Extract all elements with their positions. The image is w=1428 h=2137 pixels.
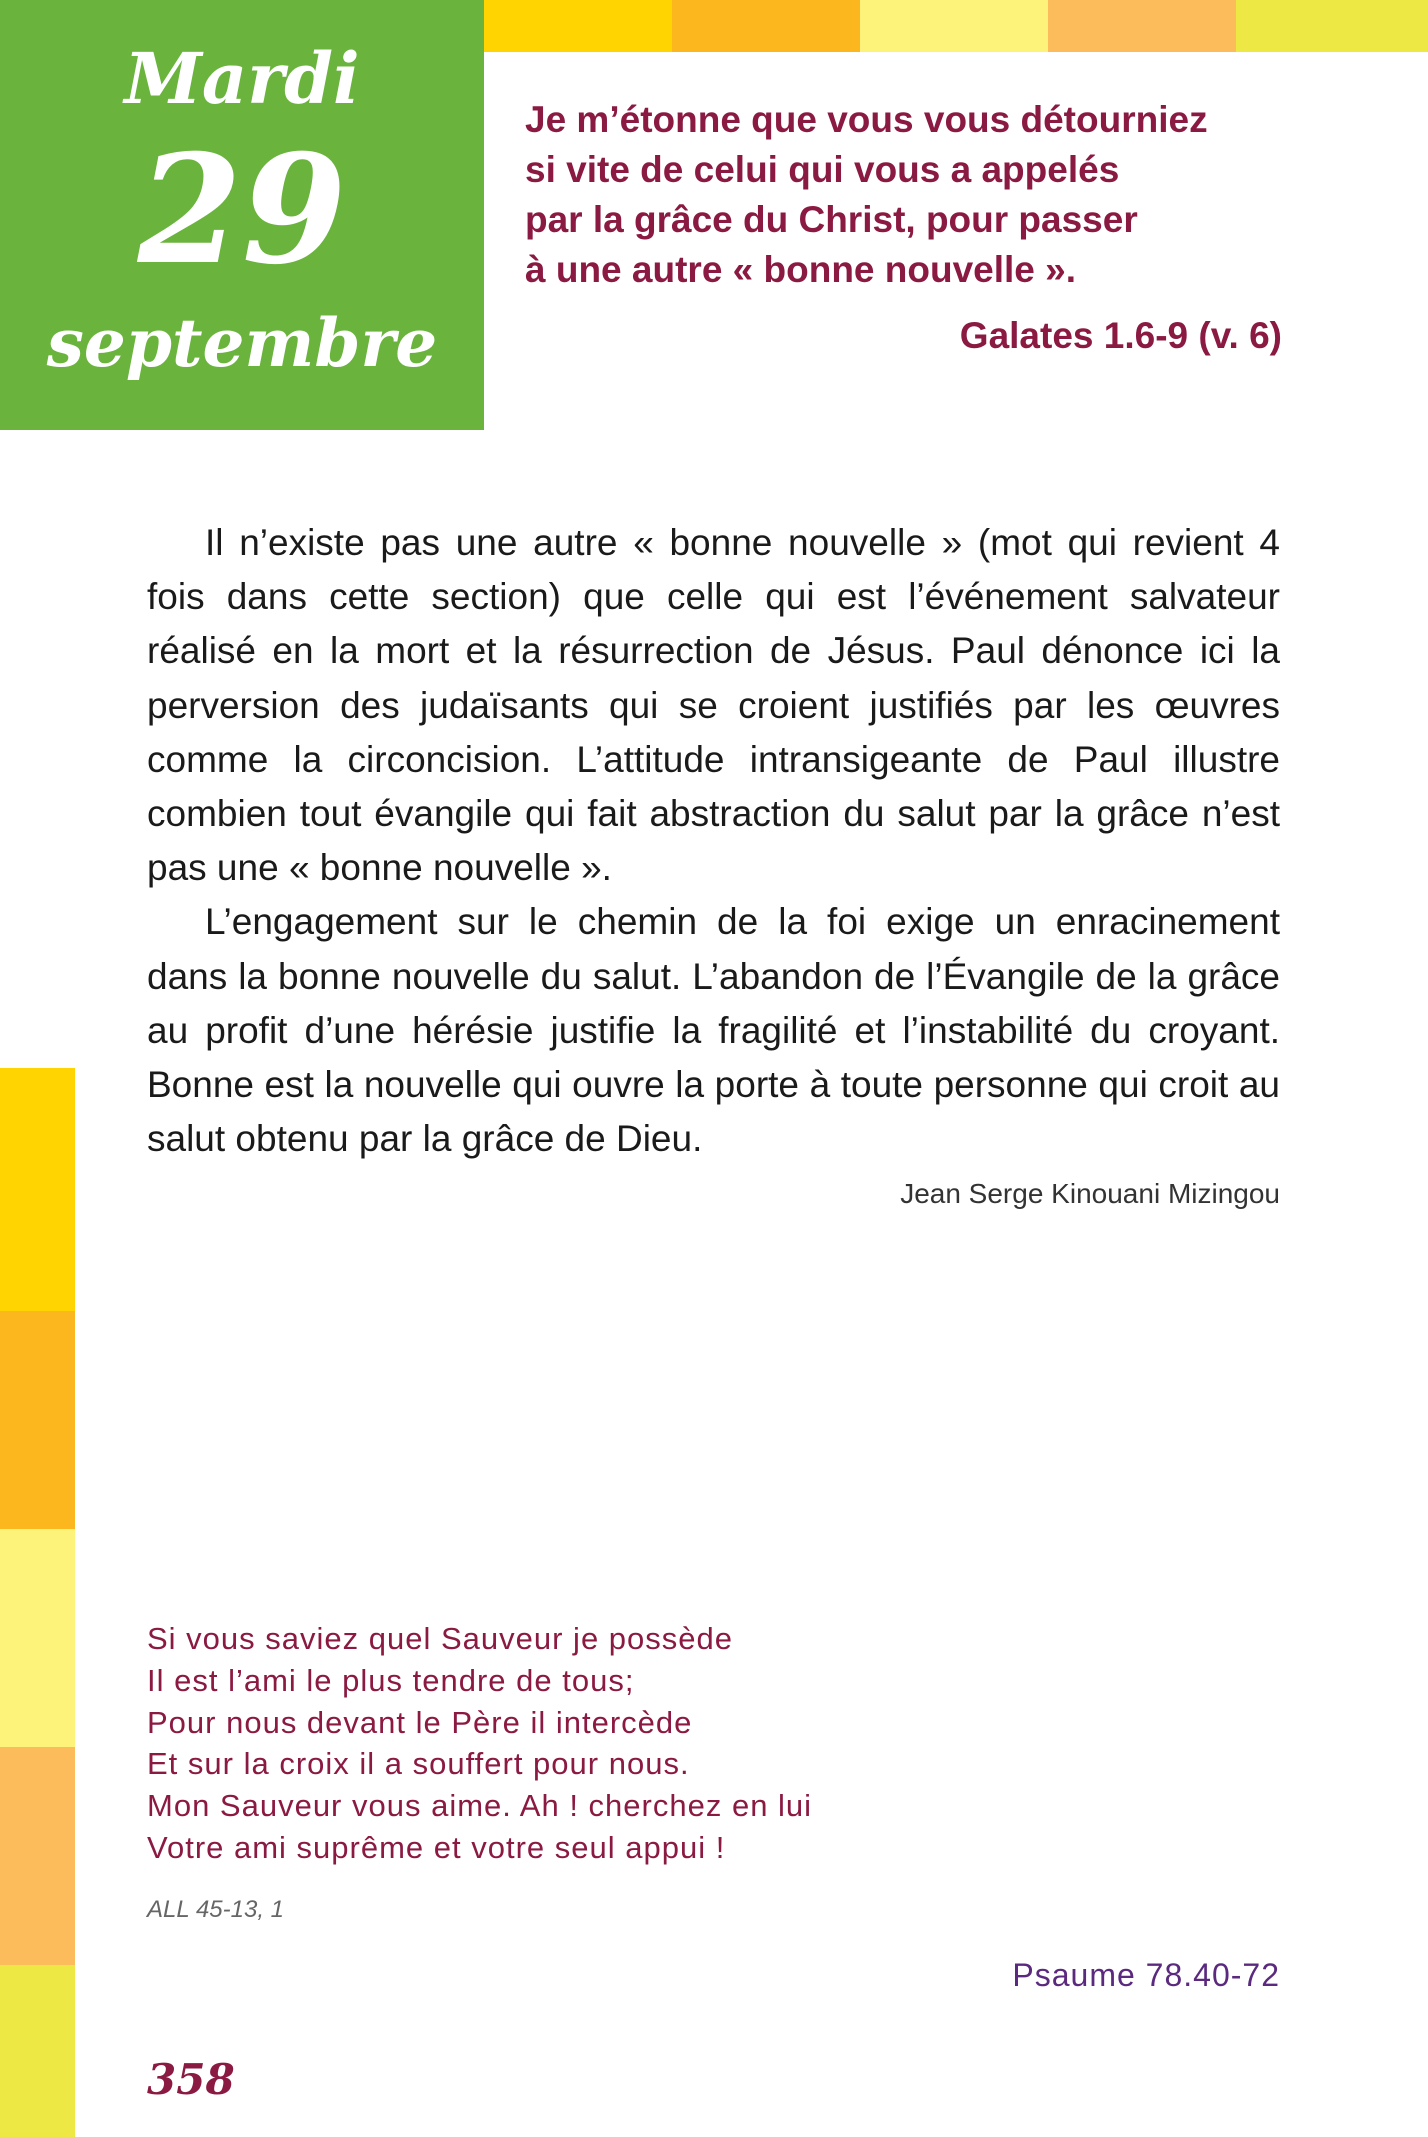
hymn-reference: ALL 45-13, 1 (147, 1896, 285, 1923)
meditation-paragraph: Il n’existe pas une autre « bonne nouvelle » (mot qui revient 4 fois dans cette section) que celle qui est l’événement salvateur réalisé en la mort et la résurrection de Jésus. Paul dénonce ici la perversion des judaïsants qui se croient justifiés par les œuvres comme la circoncision. L’attitude intransigeante de Paul illustre combien tout évangile qui fait abstraction du salut par la grâce n’est pas une « bonne nouvelle ». (147, 522, 1280, 889)
key-verse-line: par la grâce du Christ, pour passer (525, 199, 1138, 240)
hymn-line: Votre ami suprême et votre seul appui ! (147, 1829, 726, 1865)
side-color-strip-2 (0, 1311, 75, 1529)
side-color-strip-5 (0, 1965, 75, 2137)
key-verse-line: si vite de celui qui vous a appelés (525, 149, 1120, 190)
top-color-strip-3 (860, 0, 1048, 52)
key-verse-line: Je m’étonne que vous vous détourniez (525, 99, 1208, 140)
hymn-line: Il est l’ami le plus tendre de tous; (147, 1662, 635, 1698)
hymn-line: Si vous saviez quel Sauveur je possède (147, 1621, 733, 1656)
side-color-strip-4 (0, 1747, 75, 1965)
key-verse-line: à une autre « bonne nouvelle ». (525, 249, 1077, 290)
author-name: Jean Serge Kinouani Mizingou (900, 1178, 1280, 1209)
top-color-strip-4 (1048, 0, 1236, 52)
daily-reading-reference: Psaume 78.40-72 (1012, 1957, 1280, 1993)
side-color-strip-1 (0, 1068, 75, 1311)
date-month: septembre (46, 304, 438, 382)
meditation-text (147, 516, 1280, 1166)
page-number: 358 (147, 2055, 235, 2104)
date-box (0, 0, 484, 430)
top-color-strip-1 (484, 0, 672, 52)
hymn-line: Mon Sauveur vous aime. Ah ! cherchez en lui (147, 1788, 813, 1824)
top-color-strip-2 (672, 0, 860, 52)
date-weekday: Mardi (124, 37, 360, 120)
key-verse (525, 95, 1315, 295)
meditation-paragraph: L’engagement sur le chemin de la foi exige un enracinement dans la bonne nouvelle du salut. L’abandon de l’Évangile de la grâce au profit d’une hérésie justifie la fragilité et l’instabilité du croyant. Bonne est la nouvelle qui ouvre la porte à toute personne qui croit au salut obtenu par la grâce de Dieu. (147, 901, 1280, 1160)
hymn-stanza (147, 1618, 1147, 1869)
top-color-strip-5 (1236, 0, 1428, 52)
hymn-line: Et sur la croix il a souffert pour nous. (147, 1746, 690, 1782)
key-verse-reference: Galates 1.6-9 (v. 6) (959, 315, 1282, 356)
hymn-line: Pour nous devant le Père il intercède (147, 1704, 693, 1740)
date-day: 29 (137, 122, 347, 298)
side-color-strip-3 (0, 1529, 75, 1747)
